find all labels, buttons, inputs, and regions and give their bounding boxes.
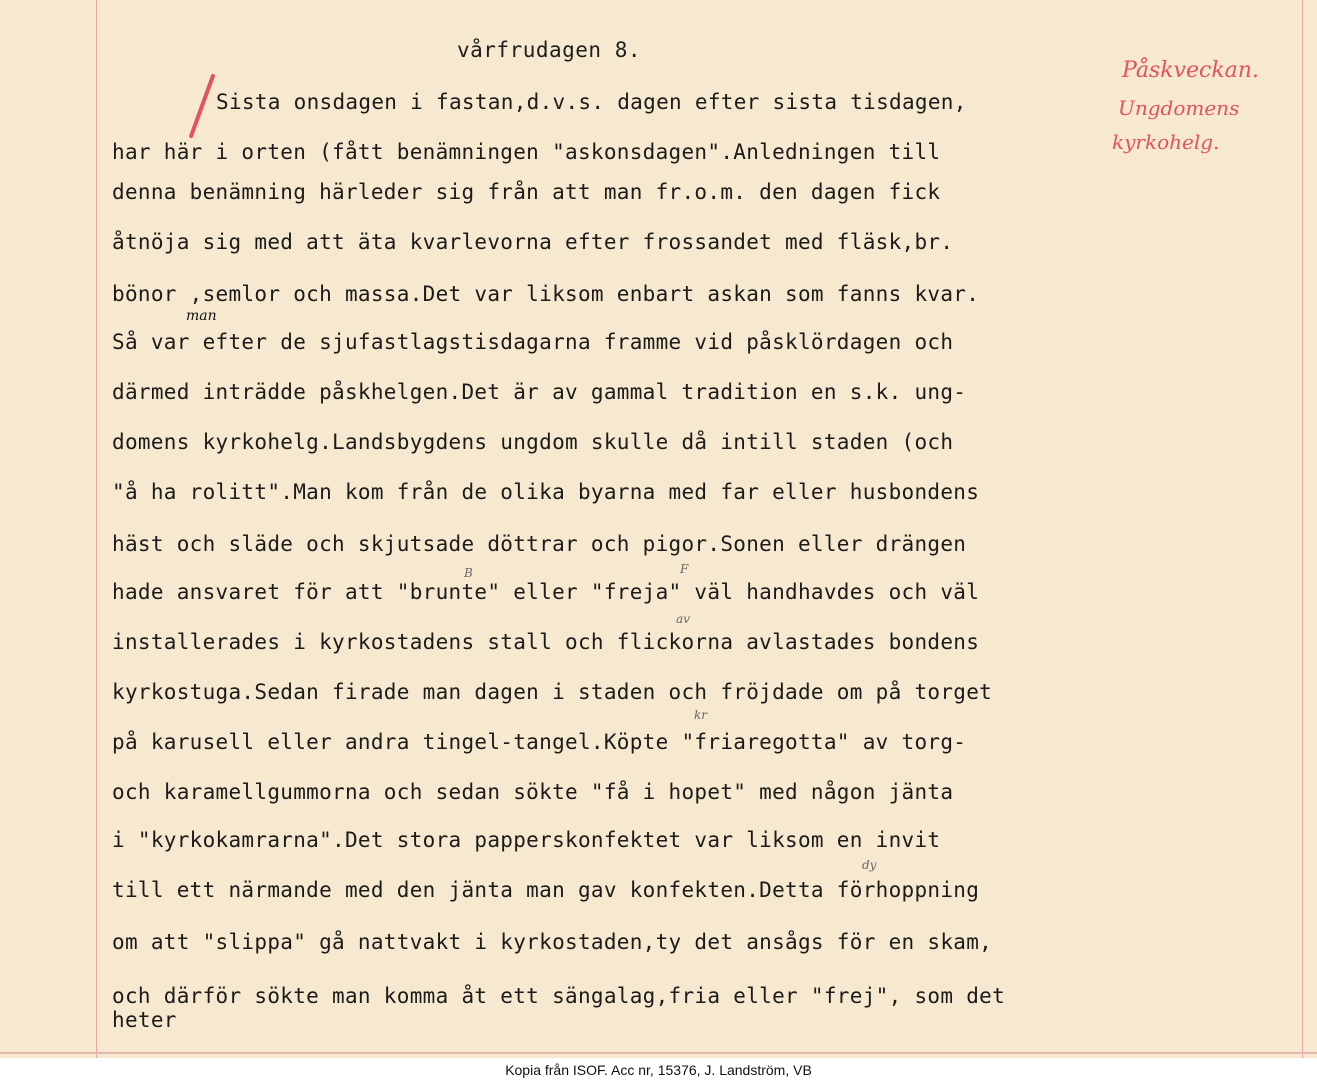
typed-line-3: denna benämning härleder sig från att man fr.o.m. den dagen fick — [112, 180, 941, 204]
typed-line-20: heter — [112, 1008, 177, 1032]
typed-line-6: Så var efter de sjufastlagstisdagarna framme vid påsklördagen och — [112, 330, 954, 354]
typed-line-11: hade ansvaret för att "brunte" eller "freja" väl handhavdes och väl — [112, 580, 980, 604]
typed-line-14: på karusell eller andra tingel-tangel.Köpte "friaregotta" av torg- — [112, 730, 967, 754]
pencil-mark-f: F — [680, 562, 689, 576]
archive-caption: Kopia från ISOF. Acc nr, 15376, J. Landström, VB — [505, 1062, 812, 1078]
typed-line-5: bönor ,semlor och massa.Det var liksom enbart askan som fanns kvar. — [112, 282, 980, 306]
right-margin-rule — [1302, 0, 1303, 1058]
red-paragraph-mark — [188, 73, 215, 138]
typed-line-12: installerades i kyrkostadens stall och flickorna avlastades bondens — [112, 630, 980, 654]
pencil-mark-b: B — [464, 566, 473, 580]
typed-line-15: och karamellgummorna och sedan sökte "få i hopet" med någon jänta — [112, 780, 954, 804]
document-title: vårfrudagen 8. — [457, 38, 642, 62]
typed-line-1: Sista onsdagen i fastan,d.v.s. dagen efter sista tisdagen, — [216, 90, 967, 114]
typed-line-4: åtnöja sig med att äta kvarlevorna efter frossandet med fläsk,br. — [112, 230, 954, 254]
margin-note-line-2: Ungdomens — [1118, 96, 1240, 120]
typed-line-13: kyrkostuga.Sedan firade man dagen i staden och fröjdade om på torget — [112, 680, 993, 704]
typed-line-19: och därför sökte man komma åt ett sängalag,fria eller "frej", som det — [112, 984, 1006, 1008]
handwritten-insert-man: man — [186, 308, 217, 324]
pencil-mark-av: av — [676, 612, 690, 626]
typed-line-2: har här i orten (fått benämningen "askonsdagen".Anledningen till — [112, 140, 941, 164]
typed-line-16: i "kyrkokamrarna".Det stora papperskonfektet var liksom en invit — [112, 828, 941, 852]
typed-line-18: om att "slippa" gå nattvakt i kyrkostaden,ty det ansågs för en skam, — [112, 930, 993, 954]
typed-line-10: häst och släde och skjutsade döttrar och pigor.Sonen eller drängen — [112, 532, 967, 556]
typed-line-8: domens kyrkohelg.Landsbygdens ungdom skulle då intill staden (och — [112, 430, 954, 454]
margin-note-line-3: kyrkohelg. — [1112, 130, 1220, 154]
pencil-mark-kr: kr — [694, 708, 708, 722]
typed-line-7: därmed inträdde påskhelgen.Det är av gammal tradition en s.k. ung- — [112, 380, 967, 404]
margin-note-line-1: Påskveckan. — [1122, 58, 1259, 83]
bottom-edge-rule — [0, 1052, 1317, 1054]
left-margin-rule — [96, 0, 97, 1058]
pencil-mark-dy: dy — [862, 858, 877, 872]
typed-line-17: till ett närmande med den jänta man gav konfekten.Detta förhoppning — [112, 878, 980, 902]
typed-line-9: "å ha rolitt".Man kom från de olika byarna med far eller husbondens — [112, 480, 980, 504]
